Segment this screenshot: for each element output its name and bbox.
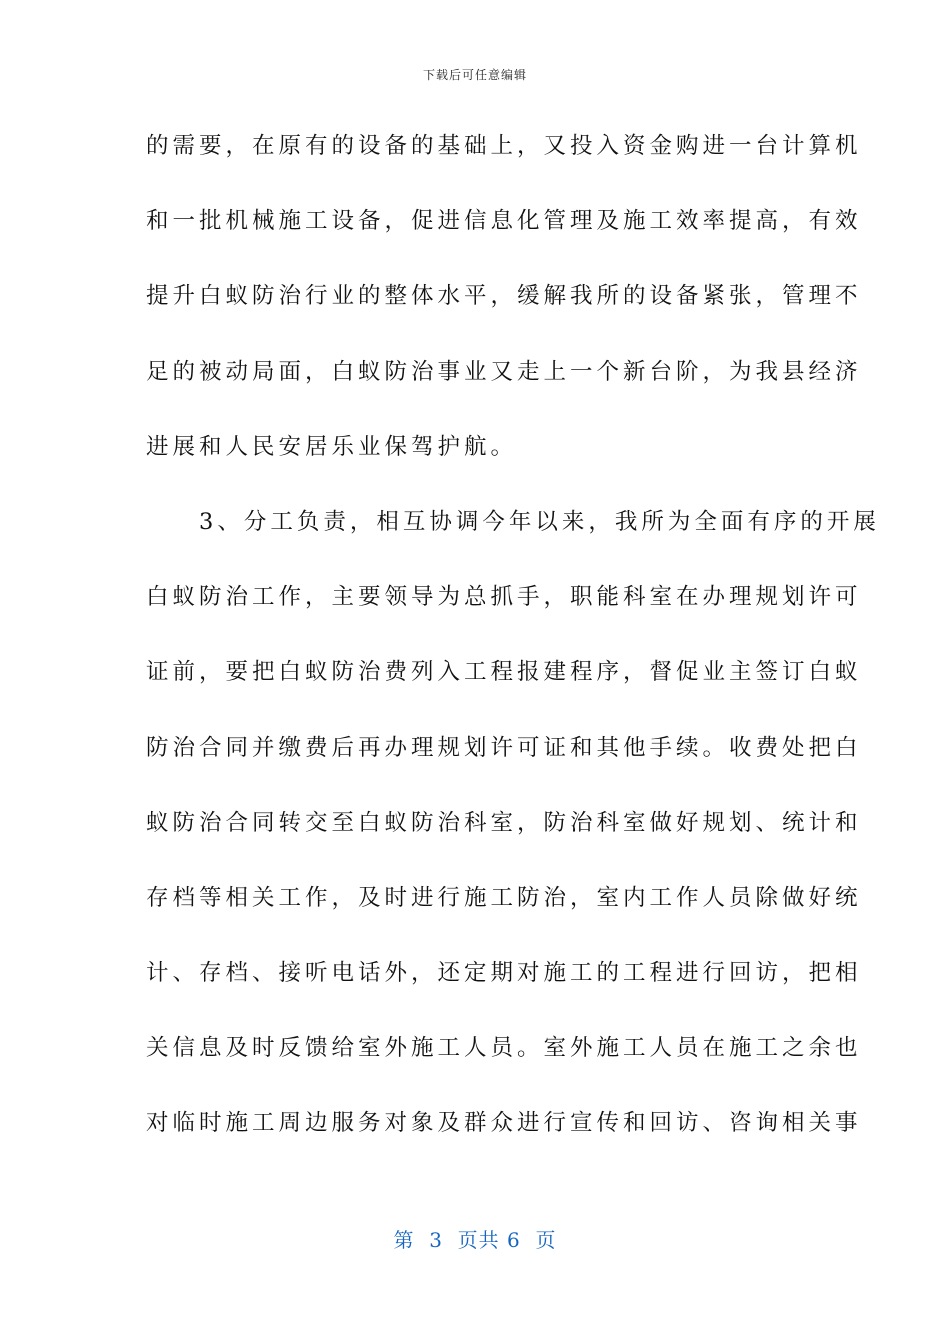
body-line-3: 提升白蚁防治行业的整体水平，缓解我所的设备紧张，管理不 xyxy=(146,283,862,310)
document-body xyxy=(146,120,880,1173)
body-line-8: 证前，要把白蚁防治费列入工程报建程序，督促业主签订白蚁 xyxy=(146,659,862,686)
body-line-14: 对临时施工周边服务对象及群众进行宣传和回访、咨询相关事 xyxy=(146,1110,862,1137)
header-note: 下载后可任意编辑 xyxy=(422,68,527,82)
body-line-1: 的需要，在原有的设备的基础上，又投入资金购进一台计算机 xyxy=(146,133,862,159)
body-line-5: 进展和人民安居乐业保驾护航。 xyxy=(146,433,518,460)
body-line-11: 存档等相关工作，及时进行施工防治，室内工作人员除做好统 xyxy=(146,884,862,911)
body-line-6: 3、分工负责，相互协调今年以来，我所为全面有序的开展 xyxy=(146,508,880,535)
body-line-12: 计、存档、接听电话外，还定期对施工的工程进行回访，把相 xyxy=(146,960,862,987)
body-line-2: 和一批机械施工设备，促进信息化管理及施工效率提高，有效 xyxy=(146,208,862,235)
body-line-10: 蚁防治合同转交至白蚁防治科室，防治科室做好规划、统计和 xyxy=(146,809,862,836)
body-line-9: 防治合同并缴费后再办理规划许可证和其他手续。收费处把白 xyxy=(146,734,862,761)
page-number-footer: 第 3 页共 6 页 xyxy=(393,1228,557,1252)
body-line-7: 白蚁防治工作，主要领导为总抓手，职能科室在办理规划许可 xyxy=(146,584,862,611)
body-line-4: 足的被动局面，白蚁防治事业又走上一个新台阶，为我县经济 xyxy=(146,358,862,385)
body-line-13: 关信息及时反馈给室外施工人员。室外施工人员在施工之余也 xyxy=(146,1035,862,1062)
